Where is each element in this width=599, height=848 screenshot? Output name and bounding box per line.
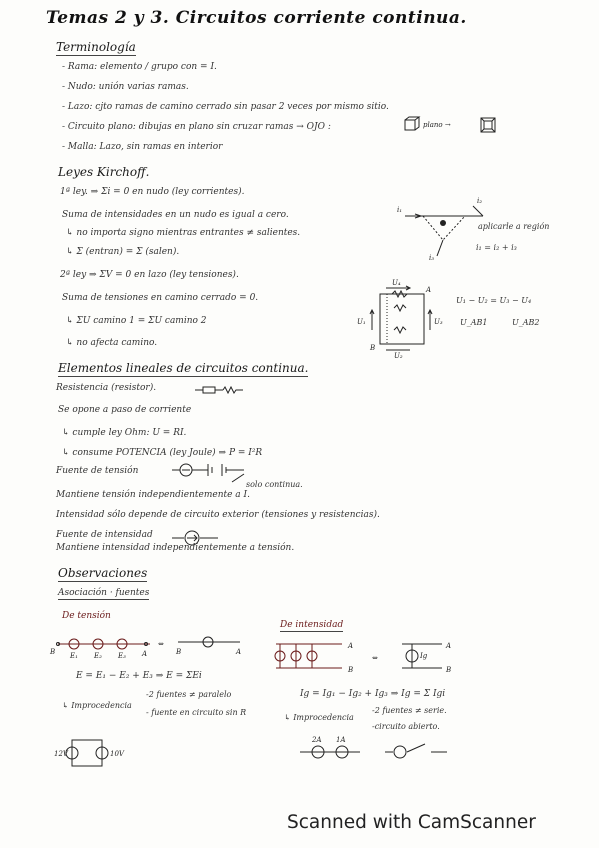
node-note-equation: i₁ = i₂ + i₃	[476, 243, 517, 252]
plano-cube-diagram	[403, 116, 523, 136]
series-current-example	[300, 736, 380, 766]
resistencia-joule: ↳ consume POTENCIA (ley Joule) ⇒ P = I²R	[62, 448, 263, 458]
node-diagram	[395, 198, 515, 268]
kirchhoff-ley1-note: ↳ no importa signo mientras entrantes ≠ salientes.	[66, 228, 301, 238]
kirchhoff-ley2-text: Suma de tensiones en camino cerrado = 0.	[62, 293, 259, 303]
series-e1-label: E₁	[70, 652, 78, 660]
page-title: Temas 2 y 3. Circuitos corriente continua.	[46, 8, 467, 28]
improc-tension-1: -2 fuentes ≠ paralelo	[146, 690, 232, 699]
term-item-rama: - Rama: elemento / grupo con = I.	[62, 62, 217, 72]
parallel-a-label: A	[348, 642, 354, 650]
fuente-tension-title: Fuente de tensión	[56, 466, 139, 476]
kirchhoff-ley2-paths: ↳ ΣU camino 1 = ΣU camino 2	[66, 316, 207, 326]
kirchhoff-ley2: 2ª ley ⇒ ΣV = 0 en lazo (ley tensiones).	[60, 270, 239, 280]
loop-equation: U₁ − U₂ = U₃ − U₄	[456, 296, 532, 305]
example-10v: 10V	[110, 750, 124, 758]
kirchhoff-ley1: 1ª ley. ⇒ Σi = 0 en nudo (ley corrientes).	[60, 187, 245, 197]
series-a-label: A	[142, 650, 148, 658]
svg-text:⇔: ⇔	[158, 640, 164, 648]
term-item-nudo: - Nudo: unión varias ramas.	[62, 82, 189, 92]
parallel-current-diagram	[262, 638, 492, 678]
example-1a: 1A	[336, 736, 346, 744]
kirchhoff-ley1-text: Suma de intensidades en un nudo es igual a cero.	[62, 210, 289, 220]
example-12v: 12V	[54, 750, 68, 758]
parallel-ig-label: Ig	[420, 652, 428, 660]
serie-equation: E = E₁ − E₂ + E₃ ⇒ E = ΣEi	[76, 671, 202, 681]
term-item-malla: - Malla: Lazo, sin ramas en interior	[62, 142, 223, 152]
loop-b-label: B	[370, 344, 376, 352]
improc-intensidad-2: -circuito abierto.	[372, 722, 440, 731]
loop-u4-label: U₄	[392, 279, 401, 287]
term-item-lazo: - Lazo: cjto ramas de camino cerrado sin pasar 2 veces por mismo sitio.	[62, 102, 389, 112]
kirchhoff-heading: Leyes Kirchoff.	[58, 165, 150, 179]
node-note-region: aplicarle a región	[478, 222, 550, 231]
loop-uab1: U_AB1	[460, 318, 488, 327]
fuente-tension-b: Intensidad sólo depende de circuito exterior (tensiones y resistencias).	[56, 510, 380, 520]
term-item-circuito-plano: - Circuito plano: dibujas en plano sin cruzar ramas → OJO :	[62, 122, 331, 132]
asociacion-fuentes-heading: Asociación · fuentes	[58, 588, 150, 598]
fuente-tension-a: Mantiene tensión independientemente a I.	[56, 490, 250, 500]
node-i1-label: i₁	[397, 206, 403, 214]
solo-continua-note: solo continua.	[246, 480, 303, 489]
terminologia-heading: Terminología	[56, 40, 136, 54]
equiv-parallel-b-label: B	[446, 666, 452, 674]
node-i2-label: i₂	[477, 197, 483, 205]
improc-tension-2: - fuente en circuito sin R	[146, 708, 247, 717]
fuente-intensidad-a: Mantiene intensidad independientemente a tensión.	[56, 543, 295, 553]
fuente-intensidad-title: Fuente de intensidad	[56, 530, 153, 540]
resistencia-opone: Se opone a paso de corriente	[58, 405, 192, 415]
intensidad-equation: Ig = Ig₁ − Ig₂ + Ig₃ ⇒ Ig = Σ Igi	[300, 689, 446, 699]
kirchhoff-ley2-note: ↳ no afecta camino.	[66, 338, 158, 348]
loop-u3-label: U₃	[434, 318, 443, 326]
loop-diagram	[352, 280, 442, 360]
kirchhoff-ley1-sum: ↳ Σ (entran) = Σ (salen).	[66, 247, 180, 257]
loop-a-label: A	[426, 286, 432, 294]
resistor-symbol	[195, 385, 245, 395]
series-e3-label: E₃	[118, 652, 126, 660]
scanner-watermark: Scanned with CamScanner	[287, 812, 536, 833]
example-2a: 2A	[312, 736, 322, 744]
improc-tension-label: ↳ Improcedencia	[62, 701, 132, 710]
de-tension-heading: De tensión	[62, 611, 111, 621]
series-b-label: B	[50, 648, 56, 656]
de-intensidad-heading: De intensidad	[280, 620, 344, 630]
series-voltage-diagram	[50, 632, 250, 672]
resistencia-title: Resistencia (resistor).	[56, 383, 157, 393]
improc-intensidad-1: -2 fuentes ≠ serie.	[372, 706, 447, 715]
equiv-b-label: B	[176, 648, 182, 656]
parallel-voltage-example	[54, 736, 168, 776]
equiv-parallel-a-label: A	[446, 642, 452, 650]
improc-intensidad-label: ↳ Improcedencia	[284, 713, 354, 722]
elementos-heading: Elementos lineales de circuitos continua.	[58, 361, 309, 375]
observaciones-heading: Observaciones	[58, 566, 148, 580]
series-e2-label: E₂	[94, 652, 102, 660]
open-circuit-example	[385, 740, 455, 770]
plano-label: plano →	[423, 121, 451, 129]
loop-uab2: U_AB2	[512, 318, 540, 327]
svg-text:⇔: ⇔	[372, 654, 378, 662]
node-i3-label: i₃	[429, 254, 435, 262]
loop-u2-label: U₂	[394, 352, 403, 360]
equiv-a-label: A	[236, 648, 242, 656]
parallel-b-label: B	[348, 666, 354, 674]
resistencia-ohm: ↳ cumple ley Ohm: U = RI.	[62, 428, 187, 438]
loop-u1-label: U₁	[357, 318, 366, 326]
